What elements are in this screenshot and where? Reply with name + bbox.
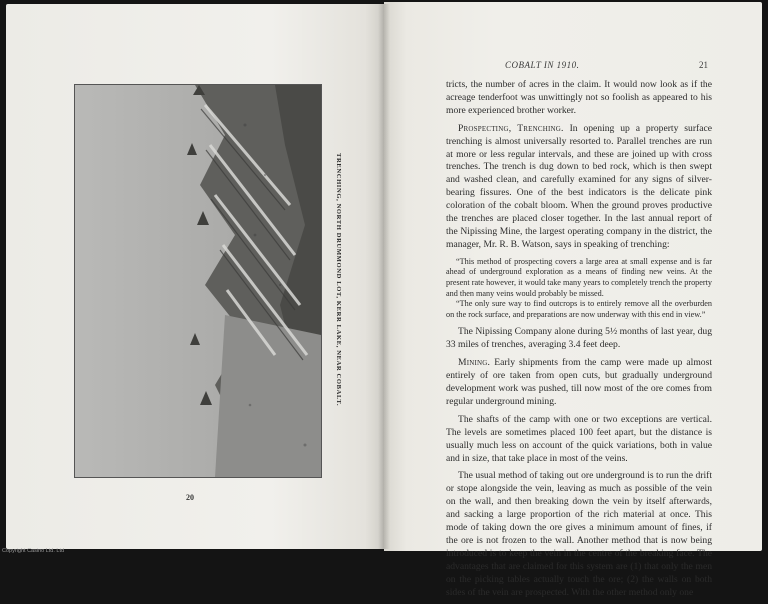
- quote-paragraph-2: “The only sure way to find outcrops is to entirely remove all the overburden on the rock surface, and preparations are now underway with this end in view.”: [446, 299, 712, 319]
- mining-text: Early shipments from the camp were made up almost entirely of ore taken from open cuts, but gradually underground development work was pushed, till now most of the ore comes from regular underground mining.: [446, 357, 712, 407]
- watson-quote: [446, 257, 712, 321]
- prospecting-heading: Prospecting, Trenching.: [458, 122, 564, 134]
- mining-heading: Mining.: [458, 357, 491, 369]
- quote-paragraph-1: “This method of prospecting covers a large area at small expense and is far ahead of underground exploration as a means of finding new veins. At the present rate however, it would take many years to completely trench the property and then many veins would probably be missed.: [446, 256, 712, 298]
- paragraph-prospecting: [446, 123, 712, 252]
- left-page-number: 20: [186, 493, 194, 502]
- paragraph-method: The usual method of taking out ore underground is to run the drift or stope alongside the vein, leaving as much as possible of the vein on the wall, and then breaking down the vein by itself afterwards, and sacking a large proportion of the rich material at once. This mode of taking down the ore gives a minimum amount of fines, if the ore is not frozen to the wall. Another method that is now being introduced is to keep the vein in the centre of the breaking face. The advantages that are claimed for this system are (1) that only the men on the picking tables actually touch the ore; (2) the walls on both sides of the vein are prospected. With the other method only one: [446, 470, 712, 598]
- book-gutter: [378, 4, 390, 549]
- photo-caption: TRENCHING, NORTH DRUMMOND LOT, KERR LAKE, NEAR COBALT.: [335, 153, 342, 407]
- right-page-number: 21: [699, 60, 708, 70]
- paragraph-mining: [446, 357, 712, 409]
- paragraph-shafts: The shafts of the camp with one or two exceptions are vertical. The levels are sometimes placed 100 feet apart, but the distance is usually much less on account of the quick variations, both in value and in size, that take place in most of the veins.: [446, 413, 712, 464]
- photo-image: [75, 85, 321, 477]
- running-head: COBALT IN 1910.: [505, 60, 580, 70]
- paragraph-1: tricts, the number of acres in the claim. It would now look as if the acreage tenderfoot was unwittingly not so foolish as appeared to his more experienced brother worker.: [446, 79, 712, 116]
- trenching-photograph: [74, 84, 322, 478]
- prospecting-text: In opening up a property surface trenching is almost universally resorted to. Parallel trenches are run at more or less regular intervals, and these are joined up with cross trenches. The trench is dug down to bed rock, which is then swept and washed clean, and carefully examined for any signs of silver-bearing fissures. One of the best indicators is the delicate pink coloration of the cobalt bloom. When the ground proves productive the trenches are placed closer together. In the last annual report of the Nipissing Mine, the largest operating company in the district, the manager, Mr. R. B. Watson, says in speaking of trenching:: [446, 122, 712, 250]
- copyright-watermark: Copyright Casino Ltd. Ltd: [2, 548, 65, 554]
- right-page-body: [446, 79, 712, 604]
- paragraph-nipissing: The Nipissing Company alone during 5½ months of last year, dug 33 miles of trenches, averaging 3.4 feet deep.: [446, 326, 712, 351]
